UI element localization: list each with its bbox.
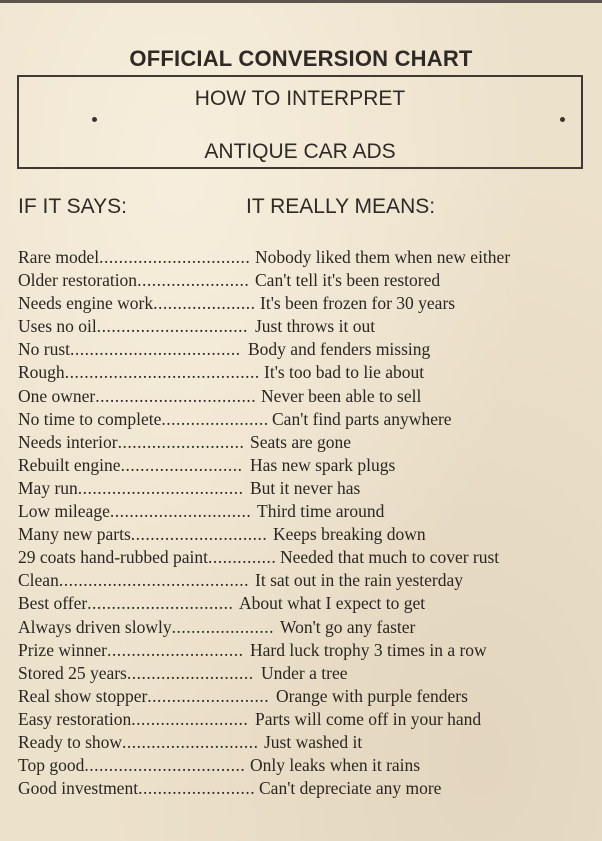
list-item	[18, 523, 583, 546]
column-header-means: IT REALLY MEANS:	[246, 195, 436, 218]
real-meaning: But it never has	[250, 477, 361, 498]
dot-leader: ..................................	[77, 477, 244, 498]
dot-leader: ..........................	[126, 662, 254, 683]
list-item	[18, 639, 583, 662]
ad-phrase: Clean	[18, 570, 59, 591]
ad-phrase: No time to complete	[18, 408, 162, 429]
top-border-rule	[0, 0, 602, 3]
real-meaning: Hard luck trophy 3 times in a row	[250, 639, 487, 660]
dot-leader: ........................	[131, 708, 249, 729]
real-meaning: Has new spark plugs	[250, 454, 396, 475]
list-item	[18, 500, 583, 523]
dot-leader: ........................	[138, 778, 256, 799]
real-meaning: Nobody liked them when new either	[255, 247, 511, 267]
dot-leader: .......................................	[58, 570, 249, 591]
ad-phrase: Older restoration	[18, 270, 138, 291]
list-item	[18, 338, 583, 361]
ad-phrase: Prize winner	[18, 639, 107, 660]
ad-phrase: Needs interior	[18, 431, 118, 452]
dot-leader: ...................................	[70, 339, 241, 360]
real-meaning: Third time around	[257, 501, 385, 522]
dot-leader: .....................	[171, 616, 274, 637]
real-meaning: Under a tree	[261, 662, 348, 683]
dot-leader: ......................	[161, 408, 269, 429]
real-meaning: Just washed it	[264, 731, 363, 752]
real-meaning: Won't go any faster	[280, 616, 416, 637]
real-meaning: Orange with purple fenders	[276, 685, 468, 706]
list-item	[18, 592, 583, 615]
real-meaning: Needed that much to cover rust	[280, 547, 500, 568]
dot-leader: .........................	[147, 685, 270, 706]
ad-phrase: Real show stopper	[18, 685, 148, 706]
real-meaning: It sat out in the rain yesterday	[255, 570, 463, 591]
dot-leader: ........................................	[64, 362, 260, 383]
dot-leader: ............................	[106, 639, 244, 660]
list-item	[18, 754, 583, 777]
dot-leader: .............................	[109, 501, 252, 522]
conversion-list	[18, 246, 583, 800]
ad-phrase: No rust	[18, 339, 71, 360]
real-meaning: Can't depreciate any more	[259, 778, 442, 799]
ad-phrase: Ready to show	[18, 731, 123, 752]
dot-leader: ...............................	[99, 247, 251, 267]
dot-leader: ..............................	[87, 593, 234, 614]
ad-phrase: May run	[18, 477, 78, 498]
list-item	[18, 408, 583, 431]
list-item	[18, 315, 583, 338]
dot-leader: ..........................	[117, 431, 245, 452]
ad-phrase: Low mileage	[18, 501, 110, 522]
dot-leader: .....................	[153, 293, 256, 314]
column-header-says: IF IT SAYS:	[18, 195, 127, 218]
list-item	[18, 292, 583, 315]
dot-leader: ..............	[208, 547, 277, 568]
real-meaning: Can't find parts anywhere	[272, 408, 452, 429]
subtitle-line-2: ANTIQUE CAR ADS	[204, 140, 396, 163]
dot-leader: .........................	[120, 454, 243, 475]
dot-leader: .......................	[137, 270, 250, 291]
ad-phrase: Good investment	[18, 778, 139, 799]
bullet-dot-icon	[560, 117, 565, 122]
ad-phrase: Uses no oil	[18, 316, 97, 337]
ad-phrase: Best offer	[18, 593, 88, 614]
subtitle-box	[17, 75, 583, 169]
list-item	[18, 731, 583, 754]
ad-phrase: Rough	[18, 362, 65, 383]
list-item	[18, 431, 583, 454]
real-meaning: Seats are gone	[250, 431, 352, 452]
real-meaning: Only leaks when it rains	[250, 755, 421, 776]
ad-phrase: Needs engine work	[18, 293, 154, 314]
ad-phrase: Always driven slowly	[18, 616, 172, 637]
chart-title: OFFICIAL CONVERSION CHART	[129, 46, 473, 71]
ad-phrase: 29 coats hand-rubbed paint	[18, 547, 209, 568]
real-meaning: Body and fenders missing	[248, 339, 431, 360]
list-item	[18, 662, 583, 685]
list-item	[18, 361, 583, 384]
dot-leader: ............................	[130, 524, 268, 545]
list-item	[18, 708, 583, 731]
real-meaning: It's too bad to lie about	[264, 362, 425, 383]
list-item	[18, 569, 583, 592]
real-meaning: About what I expect to get	[239, 593, 426, 614]
list-item	[18, 685, 583, 708]
dot-leader: ...............................	[96, 316, 248, 337]
list-item	[18, 269, 583, 292]
ad-phrase: Rare model	[18, 247, 100, 267]
ad-phrase: Stored 25 years	[18, 662, 127, 683]
real-meaning: Just throws it out	[255, 316, 376, 337]
list-item	[18, 616, 583, 639]
list-item	[18, 454, 583, 477]
list-item	[18, 546, 583, 569]
real-meaning: Never been able to sell	[261, 385, 422, 406]
list-item	[18, 477, 583, 500]
list-item	[18, 777, 583, 800]
real-meaning: Can't tell it's been restored	[255, 270, 441, 291]
ad-phrase: One owner	[18, 385, 96, 406]
ad-phrase: Many new parts	[18, 524, 131, 545]
list-item	[18, 385, 583, 408]
ad-phrase: Easy restoration	[18, 708, 132, 729]
dot-leader: .................................	[84, 755, 246, 776]
bullet-dot-icon	[92, 117, 97, 122]
ad-phrase: Top good	[18, 755, 85, 776]
dot-leader: ............................	[122, 731, 259, 752]
dot-leader: .................................	[95, 385, 257, 406]
real-meaning: Keeps breaking down	[273, 524, 426, 545]
real-meaning: Parts will come off in your hand	[255, 708, 482, 729]
real-meaning: It's been frozen for 30 years	[260, 293, 456, 314]
subtitle-line-1: HOW TO INTERPRET	[194, 87, 406, 110]
ad-phrase: Rebuilt engine	[18, 454, 121, 475]
list-item	[18, 246, 583, 269]
